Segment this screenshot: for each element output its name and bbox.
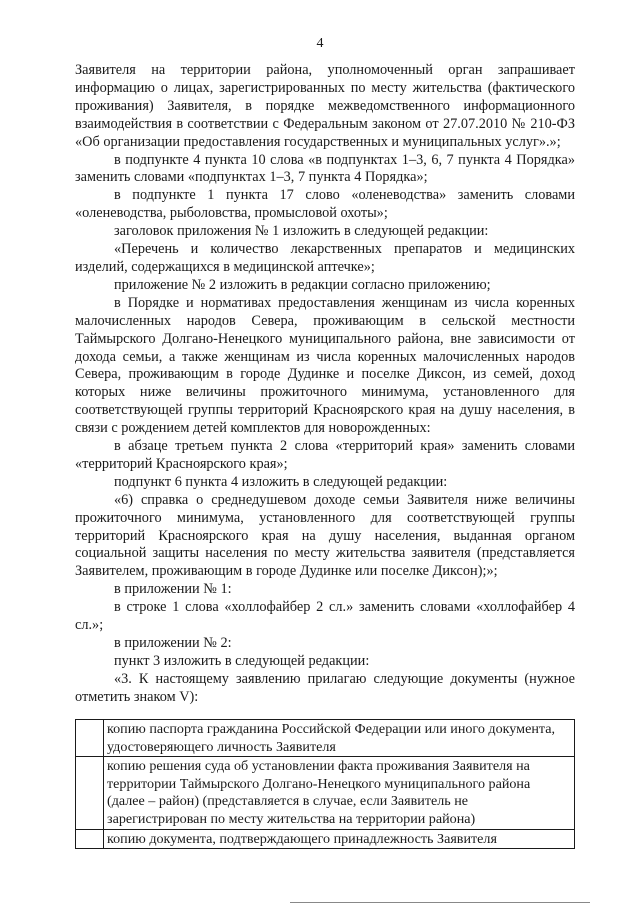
paragraph: заголовок приложения № 1 изложить в следующей редакции: xyxy=(114,223,489,240)
document-checklist-table xyxy=(75,719,575,849)
paragraph: в подпункте 1 пункта 17 слово «оленеводства» заменить словами «оленеводства, рыболовства, промысловой охоты»; xyxy=(75,187,575,222)
paragraph: «Перечень и количество лекарственных препаратов и медицинских изделий, содержащихся в медицинской аптечке»; xyxy=(75,241,575,275)
paragraph: «3. К настоящему заявлению прилагаю следующие документы (нужное отметить знаком V): xyxy=(75,670,575,705)
document-item: копию документа, подтверждающего принадлежность Заявителя xyxy=(104,829,575,849)
paragraph: пункт 3 изложить в следующей редакции: xyxy=(114,652,370,669)
document-item: копию паспорта гражданина Российской Федерации или иного документа, удостоверяющего личность Заявителя xyxy=(104,720,575,757)
checkbox-cell xyxy=(76,757,104,829)
checkbox-cell xyxy=(76,829,104,849)
document-body xyxy=(75,62,575,707)
document-item: копию решения суда об установлении факта проживания Заявителя на территории Таймырского Долгано-Ненецкого муниципального района (далее – район) (представляется в случае, если Заявитель не зарегистрирован по месту жительства на территории района) xyxy=(104,757,575,829)
scan-edge-line xyxy=(290,902,590,903)
paragraph: в приложении № 2: xyxy=(114,635,232,651)
paragraph: подпункт 6 пункта 4 изложить в следующей редакции: xyxy=(114,473,448,490)
table-row xyxy=(76,720,575,757)
paragraph: приложение № 2 изложить в редакции согласно приложению; xyxy=(114,276,491,293)
paragraph: в подпункте 4 пункта 10 слова «в подпунктах 1–3, 6, 7 пункта 4 Порядка» заменить словами «подпунктах 1–3, 7 пункта 4 Порядка»; xyxy=(75,151,575,186)
paragraph: в приложении № 1: xyxy=(114,581,232,598)
paragraph: Заявителя на территории района, уполномоченный орган запрашивает информацию о лицах, зарегистрированных по месту жительства (фактического проживания) Заявителя, в порядке межведомственного информационного взаимодействия в соответствии с Федеральным законом от 27.07.2010 № 210-ФЗ «Об организации предоставления государственных и муниципальных услуг».»; xyxy=(75,62,575,150)
page-number: 4 xyxy=(316,36,324,51)
paragraph: «6) справка о среднедушевом доходе семьи Заявителя ниже величины прожиточного минимума, установленного для соответствующей группы территорий Красноярского края на душу населения, выданная органом социальной защиты населения по месту жительства заявителя (представляется Заявителем, проживающим в городе Дудинке или поселке Диксон);»; xyxy=(75,491,575,580)
checkbox-cell xyxy=(76,720,104,757)
table-row xyxy=(76,757,575,829)
paragraph: в абзаце третьем пункта 2 слова «территорий края» заменить словами «территорий Красноярского края»; xyxy=(75,438,575,472)
table-row xyxy=(76,829,575,849)
paragraph: в Порядке и нормативах предоставления женщинам из числа коренных малочисленных народов Севера, проживающим в сельской местности Таймырского Долгано-Ненецкого муниципального района, вне зависимости от дохода семьи, а также женщинам из числа коренных малочисленных народов Севера, проживающим в городе Дудинке и поселке Диксон, из семей, доход которых ниже величины прожиточного минимума, установленного для соответствующей группы территорий Красноярского края на душу населения, в связи с рождением детей комплектов для новорожденных: xyxy=(75,294,575,437)
paragraph: в строке 1 слова «холлофайбер 2 сл.» заменить словами «холлофайбер 4 сл.»; xyxy=(75,599,575,634)
